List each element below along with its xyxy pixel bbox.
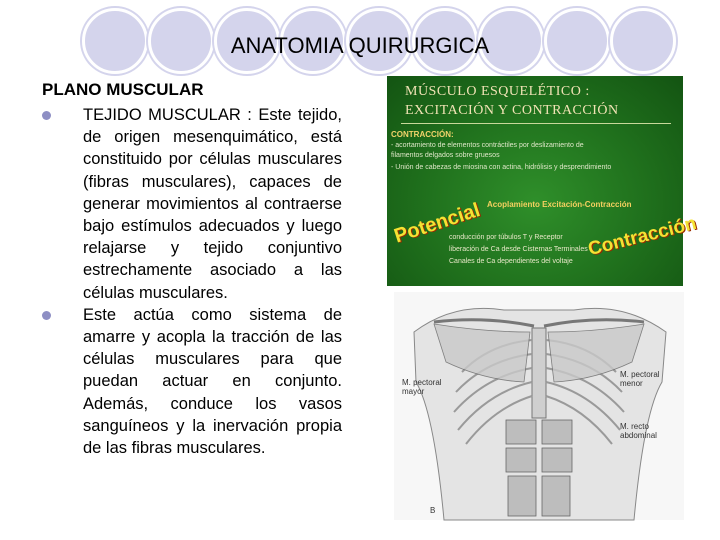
list-item [42, 104, 342, 304]
slide-image-divider [401, 123, 671, 124]
slide-image-line: filamentos delgados sobre gruesos [391, 152, 500, 159]
slide-image-lower-line: liberación de Ca desde Cisternas Terminales [449, 246, 588, 253]
anatomy-label-pectoral-menor: M. pectoral menor [620, 370, 660, 388]
bullet-text: Este actúa como sistema de amarre y acopla la tracción de las células musculares para que puedan actuar en conjunto. Además, conduce los vasos sanguíneos y la inervación propia de las fibras musculares. [83, 305, 342, 458]
bullet-list [42, 104, 342, 459]
bullet-lead: TEJIDO MUSCULAR : [83, 106, 252, 124]
slide-image-middle-label: Acoplamiento Excitación-Contracción [487, 200, 632, 209]
thorax-anatomy-illustration [394, 292, 684, 520]
slide-image-subtitle: EXCITACIÓN Y CONTRACCIÓN [405, 103, 619, 118]
bullet-icon [42, 111, 51, 120]
slide-title: ANATOMIA QUIRURGICA [230, 33, 490, 58]
slide-image-line: - Unión de cabezas de miosina con actina, hidrólisis y desprendimiento [391, 164, 612, 171]
slide-image-line: - acortamiento de elementos contráctiles por deslizamiento de [391, 142, 584, 149]
anatomy-label-pectoral-mayor: M. pectoral mayor [402, 378, 442, 396]
bullet-text: Este tejido, de origen mesenquimático, está constituido por células musculares (fibras musculares), capaces de generar movimientos al contraerse bajo estímulos adecuados y luego relajarse y tejido conjuntivo estrechamente asociado a las células musculares. [83, 106, 342, 302]
list-item [42, 304, 342, 459]
slide-image-lower-line: Canales de Ca dependientes del voltaje [449, 258, 573, 265]
anatomy-label-corner: B [430, 506, 436, 515]
muscle-contraction-slide-image [387, 76, 699, 286]
section-heading: PLANO MUSCULAR [42, 80, 204, 99]
anatomy-label-recto-abdominal: M. recto abdominal [620, 422, 657, 440]
anatomy-drawing [394, 292, 684, 520]
slide-image-lower-line: conducción por túbulos T y Receptor [449, 234, 563, 241]
slide-image-word-left: Potencial [391, 199, 483, 248]
slide-image-word-right: Contracción [585, 212, 699, 261]
slide-image-title: MÚSCULO ESQUELÉTICO : [405, 84, 590, 99]
slide-image-subheading: CONTRACCIÓN: [391, 130, 454, 139]
bullet-icon [42, 311, 51, 320]
